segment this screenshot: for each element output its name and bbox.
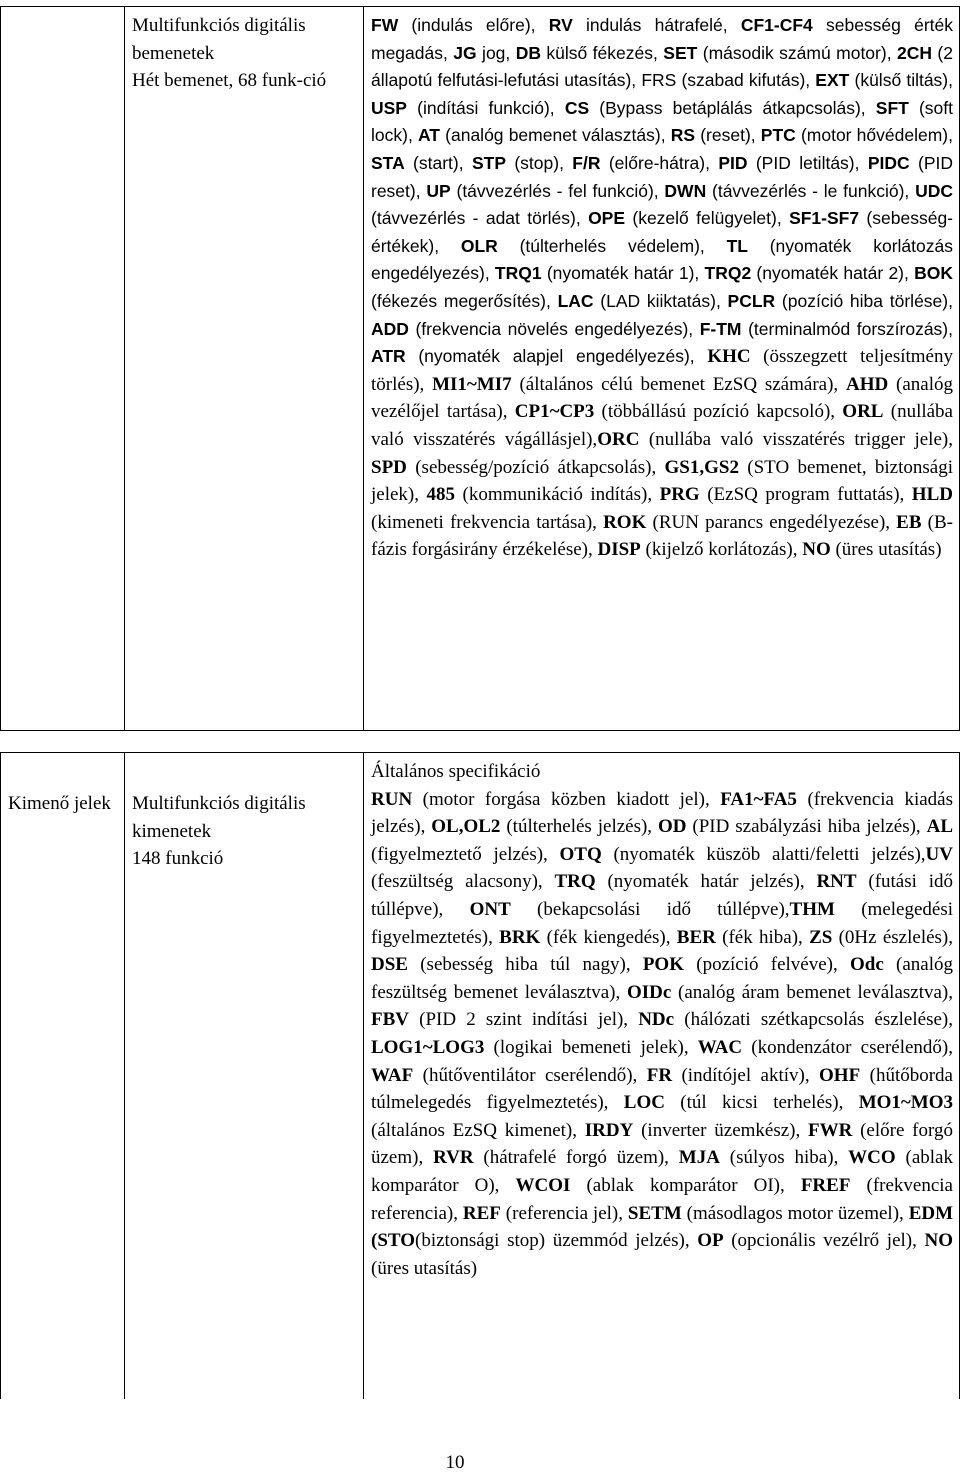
function-description: (nyomaték alapjel engedélyezés), [405, 346, 708, 367]
outputs-spec-table [0, 752, 960, 1399]
function-code: F/R [572, 152, 601, 173]
function-code: AT [417, 125, 440, 146]
inputs-category-cell [1, 7, 125, 731]
function-description: (üres utasítás) [371, 1257, 478, 1279]
inputs-subtitle-cell [125, 7, 364, 731]
function-description: (túl kicsi terhelés), [664, 1092, 859, 1114]
function-code: CF1-CF4 [740, 15, 813, 35]
function-code: SF1-SF7 [789, 208, 860, 229]
function-code: OPE [588, 208, 626, 229]
function-code: FR [646, 1064, 673, 1086]
function-description: (többállású pozíció kapcsoló), [594, 401, 843, 423]
function-code: DB [515, 42, 541, 63]
function-code: WAF [371, 1064, 414, 1086]
function-entry [371, 954, 643, 975]
function-entry [585, 1120, 808, 1141]
function-description: (LAD kiiktatás), [593, 290, 728, 311]
function-description: (hűtőborda túlmelegedés figyelmeztetés), [371, 1064, 953, 1114]
function-entry [802, 539, 941, 560]
function-code: WCOI [515, 1174, 571, 1196]
function-code: CS [564, 97, 590, 118]
function-description: (ablak komparátor OI), [570, 1174, 801, 1196]
function-description: (túlterhelés jelzés), [500, 816, 658, 838]
function-code: DISP [597, 539, 641, 561]
function-entry [371, 1230, 697, 1251]
function-description: (bekapcsolási idő túllépve), [510, 898, 790, 920]
function-description: (logikai bemeneti jelek), [484, 1036, 698, 1058]
function-description: (analóg vezélőjel tartása), [371, 373, 953, 423]
function-entry [909, 1203, 953, 1224]
function-entry [815, 70, 953, 90]
function-description: (nullába való visszatérés trigger jele), [639, 428, 953, 450]
function-description: (Bypass betáplálás átkapcsolás), [589, 97, 876, 118]
function-code: PCLR [727, 290, 776, 311]
function-code: AHD [845, 373, 889, 395]
function-description: (előre-hátra), [600, 152, 719, 173]
function-entry [698, 1037, 953, 1058]
function-description: (nyomaték küszöb alatti/feletti jelzés), [601, 843, 926, 865]
function-code: ADD [371, 318, 409, 339]
function-description: (külső tiltás), [849, 70, 953, 91]
function-description: (analóg feszültség bemenet leválasztva), [371, 954, 954, 1003]
function-code: OIDc [626, 981, 672, 1003]
function-code: (STO [371, 1230, 416, 1252]
function-entry [761, 125, 953, 145]
function-description: (figyelmeztető jelzés), [371, 843, 560, 865]
function-code: DSE [371, 954, 408, 976]
function-description: (sebesség hiba túl nagy), [407, 954, 643, 976]
function-entry [597, 429, 953, 450]
function-entry [515, 401, 843, 422]
function-entry [453, 43, 515, 63]
function-description: (kijelző korlátozás), [640, 539, 803, 561]
function-code: PIDC [867, 152, 910, 173]
function-description: (inverter üzemkész), [633, 1119, 809, 1141]
function-description: (pozíció hiba törlése), [775, 290, 953, 311]
function-code: CP1~CP3 [514, 401, 595, 423]
function-code: THM [789, 898, 835, 920]
function-entry [588, 208, 789, 228]
outputs-subtitle-cell [125, 753, 364, 1400]
function-entry [426, 181, 664, 201]
function-code: FBV [371, 1009, 409, 1031]
function-code: RS [670, 125, 696, 146]
function-code: EB [896, 511, 922, 533]
function-entry [371, 1009, 638, 1030]
function-code: HLD [911, 484, 953, 506]
function-description: (hűtőventilátor cserélendő), [413, 1064, 647, 1086]
function-entry [560, 844, 926, 865]
function-description: (hálózati szétkapcsolás észlelése), [674, 1009, 953, 1031]
function-code: ROK [603, 511, 647, 533]
inputs-functions-cell [364, 7, 960, 731]
outputs-functions-text [371, 786, 953, 1283]
function-code: POK [642, 954, 684, 976]
function-code: BRK [499, 926, 541, 948]
function-code: RV [548, 15, 573, 35]
function-entry [628, 1203, 909, 1224]
function-code: LOC [623, 1092, 665, 1114]
function-code: EDM [908, 1202, 954, 1224]
function-description: (fék hiba), [715, 926, 810, 948]
function-code: JG [453, 42, 477, 63]
outputs-subtitle-line: Multifunkciós digitális kimenetek [132, 793, 306, 842]
function-code: OP [697, 1230, 724, 1252]
function-code: UDC [915, 180, 953, 201]
function-entry [472, 153, 572, 173]
function-description: (súlyos hiba), [719, 1147, 849, 1169]
function-code: GS1,GS2 [664, 456, 739, 478]
function-description: (távvezérlés - adat törlés), [371, 208, 589, 229]
function-entry [700, 319, 953, 339]
function-code: KHC [707, 346, 751, 368]
function-code: SET [663, 42, 698, 63]
function-entry [418, 125, 671, 145]
function-entry [647, 1065, 819, 1086]
function-entry [718, 153, 868, 173]
function-code: ZS [809, 926, 833, 948]
function-code: F-TM [699, 318, 742, 339]
function-entry [371, 1037, 698, 1058]
function-code: NO [802, 539, 831, 561]
function-code: TL [726, 235, 748, 256]
page-number: 10 [445, 1452, 465, 1473]
function-code: ATR [371, 346, 406, 367]
function-entry [658, 816, 927, 837]
function-code: RUN [371, 788, 413, 810]
inputs-subtitle-line: Hét bemenet, 68 funk-ció [132, 70, 327, 92]
function-description: (nyomaték korlátozás engedélyezés), [371, 235, 953, 284]
function-entry [697, 1230, 924, 1251]
function-description: (nyomaték határ jelzés), [595, 871, 817, 893]
function-code: BER [676, 926, 716, 948]
function-code: FW [371, 15, 399, 35]
outputs-row [1, 753, 960, 1400]
function-entry [728, 291, 953, 311]
function-description: (indítójel aktív), [672, 1064, 820, 1086]
function-description: (referencia jel), [500, 1202, 628, 1224]
function-code: WCO [848, 1147, 896, 1169]
function-code: MJA [678, 1147, 720, 1169]
function-description: (általános EzSQ kimenet), [371, 1119, 585, 1141]
inputs-subtitle-line: Multifunkciós digitális bemenetek [132, 15, 306, 64]
function-code: OLR [460, 235, 498, 256]
function-code: OHF [819, 1064, 861, 1086]
inputs-row [1, 7, 960, 731]
function-description: külső fékezés, [540, 42, 664, 63]
function-code: STP [471, 152, 506, 173]
function-description: (túlterhelés védelem), [497, 235, 727, 256]
function-entry [516, 1175, 801, 1196]
function-description: (PID letiltás), [747, 152, 868, 173]
function-entry [431, 816, 658, 837]
function-code: SPD [371, 456, 407, 478]
function-code: 485 [426, 484, 456, 506]
function-description: (terminalmód forszírozás), [741, 318, 953, 339]
function-description: (frekvencia növelés engedélyezés), [408, 318, 700, 339]
function-description: (stop), [506, 152, 573, 173]
function-description: (nyomaték határ 2), [751, 263, 915, 284]
function-description: indulás hátrafelé, [572, 15, 741, 35]
function-entry [371, 1065, 647, 1086]
function-code: NDc [638, 1009, 675, 1031]
function-description: (RUN parancs engedélyezése), [646, 511, 897, 533]
function-description: (futási idő túllépve), [371, 871, 953, 920]
function-description: (indítási funkció), [406, 97, 565, 118]
function-description: (kezelő felügyelet), [625, 208, 790, 229]
function-code: ORC [597, 428, 640, 450]
function-description: (fékezés megerősítés), [371, 290, 558, 311]
function-description: (nullába való visszatérés vágállásjel), [371, 401, 953, 450]
function-code: FA1~FA5 [720, 788, 797, 810]
function-description: (hátrafelé forgó üzem), [473, 1147, 679, 1169]
function-description: (második számú motor), [697, 42, 897, 63]
function-entry [671, 125, 761, 145]
function-code: TRQ2 [704, 263, 752, 284]
function-code: TRQ [554, 871, 596, 893]
function-entry [371, 457, 665, 478]
function-code: ORL [842, 401, 884, 423]
function-entry [554, 871, 816, 892]
function-description: (sebesség-értékek), [371, 208, 953, 256]
function-entry [603, 512, 896, 533]
function-description: (távvezérlés - fel funkció), [450, 180, 665, 201]
function-code: SFT [875, 97, 909, 118]
function-description: (frekvencia referencia), [371, 1174, 953, 1224]
function-code: FWR [808, 1119, 853, 1141]
function-description: (STO bemenet, biztonsági jelek), [371, 456, 953, 506]
function-description: (pozíció felvéve), [684, 954, 850, 976]
function-code: BOK [914, 263, 953, 284]
function-code: DWN [664, 180, 707, 201]
function-description: (előre forgó üzem), [371, 1119, 953, 1169]
function-entry [371, 346, 707, 366]
outputs-functions-cell [364, 753, 960, 1400]
function-description: (biztonsági stop) üzemmód jelzés), [415, 1230, 698, 1252]
function-description: jog, [476, 42, 516, 63]
function-entry [664, 181, 915, 201]
function-code: MO1~MO3 [858, 1092, 953, 1114]
function-code: RNT [816, 871, 857, 893]
function-entry [516, 43, 664, 63]
function-entry [558, 291, 728, 311]
function-description: (kommunikáció indítás), [455, 484, 660, 506]
function-code: AL [926, 816, 954, 838]
function-code: LAC [557, 290, 594, 311]
function-code: OL,OL2 [431, 816, 501, 838]
function-code: PTC [760, 125, 796, 146]
function-description: (PID szabályzási hiba jelzés), [686, 816, 927, 838]
inputs-spec-table [0, 6, 960, 731]
function-description: (ablak komparátor O), [371, 1147, 953, 1196]
function-code: TRQ1 [494, 263, 542, 284]
function-code: PRG [659, 484, 700, 506]
function-description: (kondenzátor cserélendő), [742, 1036, 953, 1058]
function-entry [371, 15, 549, 35]
function-code: RVR [433, 1147, 474, 1169]
function-code: SETM [627, 1202, 682, 1224]
function-description: (start), [404, 152, 472, 173]
outputs-category-cell: Kimenő jelek [1, 753, 125, 1400]
function-entry [627, 982, 953, 1003]
function-description: (kimeneti frekvencia tartása), [371, 511, 604, 533]
function-code: Odc [850, 954, 884, 976]
function-entry [427, 484, 660, 505]
function-description: (reset), [695, 125, 761, 146]
outputs-header: Általános specifikáció [371, 761, 541, 782]
function-code: USP [371, 97, 407, 118]
function-entry [643, 954, 850, 975]
function-description: (összegzett teljesítmény törlés), [371, 346, 953, 395]
function-entry [663, 43, 897, 63]
function-entry [495, 263, 705, 283]
function-code: FREF [800, 1174, 851, 1196]
function-entry [433, 1147, 679, 1168]
function-entry [432, 374, 846, 395]
function-code: WAC [697, 1036, 743, 1058]
function-entry [565, 98, 876, 118]
function-entry [597, 539, 802, 560]
function-description: (indulás előre), [398, 15, 549, 35]
function-code: ONT [469, 898, 511, 920]
function-entry [638, 1009, 953, 1030]
function-entry [679, 1147, 848, 1168]
function-description: (másodlagos motor üzemel), [681, 1202, 909, 1224]
function-description: (2 állapotú felfutási-lefutási utasítás), FRS (szabad kifutás), [371, 42, 953, 91]
function-description: (motor hővédelem), [795, 125, 953, 146]
function-entry [549, 15, 741, 35]
function-description: (analóg áram bemenet leválasztva), [671, 981, 953, 1003]
function-code: STA [371, 152, 405, 173]
function-entry [371, 789, 720, 810]
function-code: UV [925, 843, 953, 865]
function-description: (PID 2 szint indítási jel), [409, 1009, 639, 1031]
function-description: (0Hz észlelés), [832, 926, 954, 948]
function-code: OD [657, 816, 687, 838]
function-description: (EzSQ program futtatás), [699, 484, 912, 506]
inputs-functions-text [371, 12, 953, 564]
function-entry [572, 153, 718, 173]
function-description: (motor forgása közben kiadott jel), [412, 788, 721, 810]
outputs-subtitle-line: 148 funkció [132, 848, 224, 870]
function-entry [705, 263, 915, 283]
function-entry [371, 98, 565, 118]
function-description: (B-fázis forgásirány érzékelése), [371, 511, 954, 561]
function-code: 2CH [896, 42, 932, 63]
function-code: LOG1~LOG3 [371, 1036, 485, 1058]
function-code: EXT [815, 70, 850, 91]
function-description: (üres utasítás) [830, 539, 942, 561]
function-description: (soft lock), [371, 97, 953, 146]
function-entry [499, 927, 677, 948]
function-entry [461, 236, 727, 256]
function-description: sebesség érték megadás, [371, 15, 954, 63]
function-description: (távvezérlés - le funkció), [706, 180, 916, 201]
function-entry [660, 484, 912, 505]
function-entry [624, 1092, 859, 1113]
function-description: (analóg bemenet választás), [440, 125, 671, 146]
function-entry [470, 899, 790, 920]
function-entry [371, 153, 472, 173]
function-description: (sebesség/pozíció átkapcsolás), [406, 456, 665, 478]
function-code: OTQ [559, 843, 602, 865]
function-description: (feszültség alacsony), [371, 871, 555, 893]
function-description: (általános célú bemenet EzSQ számára), [511, 373, 846, 395]
function-code: MI1~MI7 [432, 373, 512, 395]
function-description: (nyomaték határ 1), [541, 263, 705, 284]
function-code: REF [462, 1202, 501, 1224]
function-entry [677, 927, 809, 948]
function-description: (opcionális vezélrő jel), [723, 1230, 925, 1252]
function-code: NO [924, 1230, 953, 1252]
function-description: (melegedési figyelmeztetés), [371, 898, 954, 948]
function-description: (frekvencia kiadás jelzés), [371, 788, 953, 838]
function-entry [463, 1203, 628, 1224]
function-code: PID [718, 152, 748, 173]
function-entry [809, 927, 953, 948]
function-code: IRDY [584, 1119, 634, 1141]
function-description: (PID reset), [371, 152, 953, 201]
function-description: (fék kiengedés), [540, 926, 677, 948]
function-code: UP [426, 180, 451, 201]
function-entry [371, 319, 700, 339]
